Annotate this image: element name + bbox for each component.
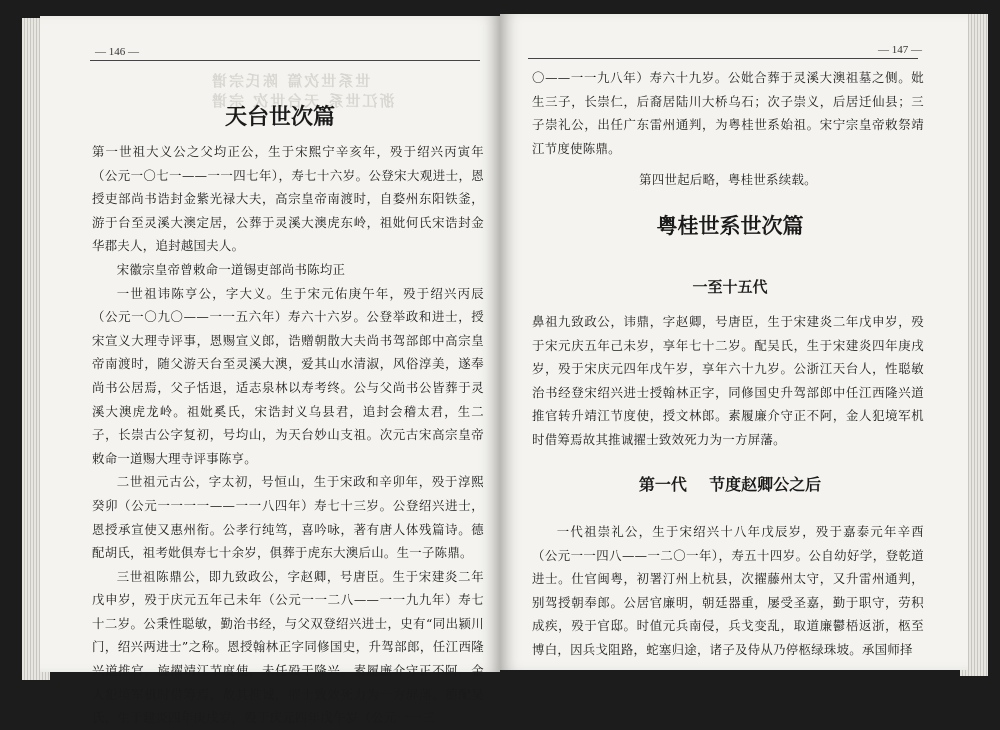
section-title: 粤桂世系世次篇 <box>656 213 804 238</box>
header-rule <box>90 60 480 61</box>
page-title: 天台世次篇 <box>224 104 335 130</box>
paragraph: 第四世起后略，粤桂世系续载。 <box>639 172 817 188</box>
paragraph: 一世祖讳陈亨公，字大义。生于宋元佑庚午年，殁于绍兴丙辰（公元一〇九〇——一一五六年）寿六十六岁。公登举政和进士，授宋宣义大理寺评事，恩赐宣义郎，诰赠朝散大夫尚书驾部郎中高宗皇帝南渡时，随父游天台至灵溪大澳，爱其山水清淑，风俗淳美，遂奉尚书公居焉，父子恬退，适志泉林以寿考终。公与父尚书公皆葬于灵溪大澳虎龙岭。祖妣奚氏，宋诰封义乌县君，追封会稽太君，生二子，长崇古公字复初，号均山，为天台妙山支祖。次元古宋高宗皇帝敕命一道赐大理寺评事陈亨。 <box>92 285 484 466</box>
header-rule <box>528 58 918 59</box>
paragraph: 鼻祖九致政公，讳鼎，字赵卿，号唐臣，生于宋建炎二年戊申岁，殁于宋元庆五年己未岁，享年七十二岁。配吴氏，生于宋建炎四年庚戌岁，殁于宋庆元四年戊午岁，享年六十九岁。公浙江天台人，性聪敏治书经登宋绍兴进士授翰林正字，同修国史升驾部郎中任江西隆兴道推官转升靖江节度使，授文林郎。素履廉介守正不阿，金人犯境军机时借筹焉故其推诚擢士致效死力为一方屏藩。 <box>532 314 924 447</box>
show-through-text: 世系世次篇 陈氏宗谱 <box>210 72 371 90</box>
right-page <box>500 14 968 670</box>
page-number: — 147 — <box>878 44 922 56</box>
generation-heading: 第一代 节度赵卿公之后 <box>638 475 822 494</box>
paragraph: 宋徽宗皇帝曾敕命一道锡吏部尚书陈均正 <box>116 261 346 277</box>
show-through-text: 浙江世系 天台世次 宗谱 <box>210 92 395 110</box>
right-body-bottom <box>532 520 924 662</box>
paragraph: 三世祖陈鼎公，即九致政公，字赵卿，号唐臣。生于宋建炎二年戊申岁，殁于庆元五年己未年（公元一一二八——一一九九年）寿七十二岁。公秉性聪敏，勤治书经，与父双登绍兴进士，史有“同出颍川门，绍兴两进士”之称。恩授翰林正字同修国史，升驾部郎，任江西隆兴道推官，旋擢靖江节度使，未任殁于隆兴。素履廉介守正不阿，金人犯境军机时借筹焉，故其推诚，擢士致效死力为一方屏藩。德配吴氏，生于建炎四年庚戌岁，殁于庆元四年戊午岁（公元一一三 <box>92 568 484 726</box>
paragraph: 〇——一一九八年）寿六十九岁。公妣合葬于灵溪大澳祖墓之侧。妣生三子，长崇仁，后裔居陆川大桥乌石；次子崇义，后居迁仙县；三子崇礼公，出任广东雷州通判，为粤桂世系始祖。宋宁宗皇帝敕祭靖江节度使陈鼎。 <box>532 70 924 156</box>
right-body-top <box>532 66 924 192</box>
right-body-mid <box>532 310 924 452</box>
section-subtitle: 一至十五代 <box>692 278 768 296</box>
left-page <box>40 16 500 726</box>
left-body-text <box>92 140 484 730</box>
paragraph: 一代祖崇礼公，生于宋绍兴十八年戊辰岁，殁于嘉泰元年辛酉（公元一一四八——一二〇一年），寿五十四岁。公自幼好学，登乾道进士。仕官闽粤，初署汀州上杭县，次擢藤州太守，又升雷州通判，别驾授朝奉郎。公居官廉明，朝廷器重，屡受圣嘉，勤于职守，劳积成疾，殁于官邸。时值元兵南侵，兵戈变乱，取道廉鬱梧返浙，柩至博白，因兵戈阻路，蛇塞归途，诸子及侍从乃停柩绿珠坡。承国师择 <box>532 524 924 657</box>
paragraph: 第一世祖大义公之父均正公，生于宋熙宁辛亥年，殁于绍兴丙寅年（公元一〇七一——一一四七年），寿七十六岁。公登宋大观进士，恩授吏部尚书诰封金紫光禄大夫，高宗皇帝南渡时，自婺州东阳铁釜，游于台至灵溪大澳定居，公葬于灵溪大澳虎东岭，祖妣何氏宋诰封金华郡夫人，追封越国夫人。 <box>92 144 484 254</box>
page-number: — 146 — <box>95 46 139 58</box>
paragraph: 二世祖元古公，字太初，号恒山，生于宋政和辛卯年，殁于淳熙癸卯（公元一一一一——一一八四年）寿七十三岁。公登绍兴进士，恩授承宣使又惠州衔。公孝行纯笃，喜吟咏，著有唐人体残篇诗。德配胡氏，祖考妣俱寿七十余岁，俱葬于虎东大澳后山。生一子陈鼎。 <box>92 474 484 561</box>
